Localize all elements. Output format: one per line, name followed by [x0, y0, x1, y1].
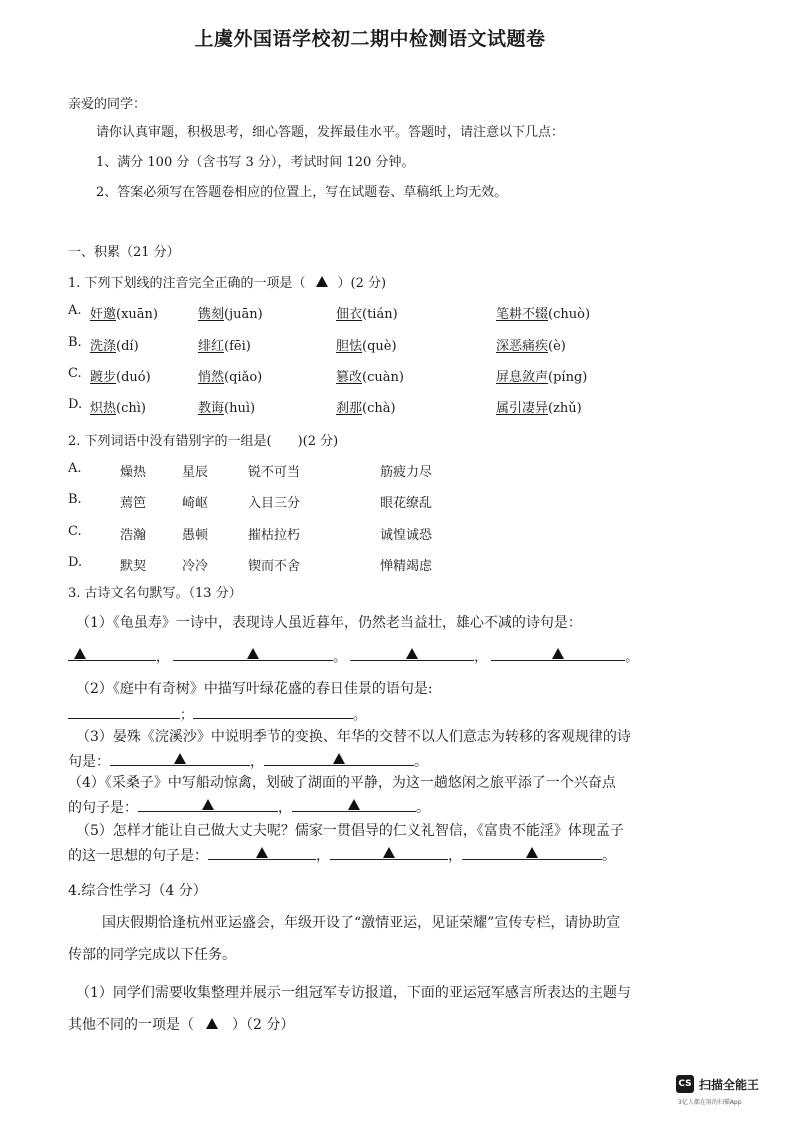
option-item: [336, 303, 398, 322]
answer-marker-icon: [406, 648, 418, 659]
option-word: 佃衣: [336, 307, 363, 322]
scanner-tagline: 3亿人都在用的扫描App: [678, 1099, 742, 1106]
scanner-logo-icon: CS: [676, 1075, 694, 1093]
question-3-part-5-lead: 的这一思想的句子是：: [68, 848, 208, 864]
option-pinyin: (è): [548, 339, 566, 354]
option-word: 属引凄异: [496, 401, 549, 416]
option-item: [198, 366, 262, 385]
option-pinyin: (cuàn): [362, 370, 404, 385]
option-word: 踱步: [90, 370, 117, 385]
question-3-part-4-lead: 的句子是：: [68, 800, 138, 816]
option-word: 冷冷: [182, 559, 209, 574]
option-item: [496, 303, 590, 322]
option-word: 深恶痛疾: [496, 339, 549, 354]
option-pinyin: (chuò): [548, 307, 591, 322]
option-word: 锐不可当: [248, 465, 301, 480]
option-pinyin: (chì): [116, 401, 146, 416]
option-pinyin: (chà): [362, 401, 396, 416]
option-label: A.: [68, 461, 82, 476]
answer-blank: [264, 751, 414, 766]
option-word: 摧枯拉朽: [248, 528, 301, 543]
answer-marker-icon: [74, 648, 86, 659]
option-item: [90, 335, 139, 354]
question-4-sub-1-line-2: [68, 1014, 294, 1034]
option-word: 刹那: [336, 401, 363, 416]
option-word: 炽热: [90, 401, 117, 416]
option-pinyin: (xuān): [116, 307, 158, 322]
answer-blank: [110, 751, 250, 766]
answer-marker-icon: [348, 799, 360, 810]
option-word: 镌刻: [198, 307, 225, 322]
option-word: 奸邀: [90, 307, 117, 322]
option-pinyin: (juān): [224, 307, 263, 322]
option-word: 诚惶诚恐: [380, 528, 433, 543]
answer-marker-icon: [202, 799, 214, 810]
option-word: 教诲: [198, 401, 225, 416]
option-word: 默契: [120, 559, 147, 574]
option-word: 胆怯: [336, 339, 363, 354]
option-word: 篡改: [336, 370, 363, 385]
option-pinyin: (píng): [548, 370, 588, 385]
option-pinyin: (fēi): [224, 339, 251, 354]
question-3-part-4-line-2: 的句子是： ， 。: [68, 797, 430, 817]
answer-marker-icon: [316, 276, 328, 287]
question-3-stem: 3. 古诗文名句默写。（13 分）: [68, 586, 242, 601]
option-item: [90, 303, 158, 322]
option-word: 入目三分: [248, 496, 301, 511]
answer-line-row-2: ； 。: [68, 704, 366, 723]
option-item: [336, 397, 396, 416]
question-4-stem: 4.综合性学习（4 分）: [68, 883, 207, 899]
answer-marker-icon: [552, 648, 564, 659]
question-3-part-4-line-1: （4）《采桑子》中写船动惊禽，划破了湖面的平静，为这一趟悠闲之旅平添了一个兴奋点: [68, 775, 616, 791]
answer-blank: [68, 704, 180, 719]
option-pinyin: (dí): [116, 339, 139, 354]
option-item: [90, 397, 146, 416]
option-pinyin: (duó): [116, 370, 151, 385]
option-pinyin: (tián): [362, 307, 398, 322]
option-pinyin: (zhǔ): [548, 401, 582, 416]
option-word: 屏息敛声: [496, 370, 549, 385]
answer-blank: [462, 845, 602, 860]
answer-blank: [193, 704, 353, 719]
section-heading: 一、积累（21 分）: [68, 245, 180, 260]
option-word: 筋疲力尽: [380, 465, 433, 480]
question-3-part-5-line-2: 的这一思想的句子是： ， ， 。: [68, 845, 616, 865]
intro-text: 请你认真审题，积极思考，细心答题，发挥最佳水平。答题时，请注意以下几点：: [96, 125, 565, 140]
option-word: 惮精竭虑: [380, 559, 433, 574]
exam-title: 上虞外国语学校初二期中检测语文试题卷: [194, 28, 546, 50]
option-label: A.: [68, 303, 82, 318]
option-word: 绯红: [198, 339, 225, 354]
option-word: 眼花缭乱: [380, 496, 433, 511]
question-1-points: ）(2 分): [337, 276, 387, 291]
question-3-part-5-line-1: （5）怎样才能让自己做大丈夫呢？儒家一贯倡导的仁义礼智信，《富贵不能淫》体现孟子: [76, 823, 624, 839]
answer-blank: [491, 646, 625, 661]
answer-marker-icon: [247, 648, 259, 659]
answer-blank: [138, 797, 278, 812]
option-word: 燥热: [120, 465, 147, 480]
answer-line-row-1: ， 。 ， 。: [68, 646, 638, 665]
option-item: [336, 366, 404, 385]
option-item: [336, 335, 397, 354]
answer-marker-icon: [333, 753, 345, 764]
question-3-part-2: （2）《庭中有奇树》中描写叶绿花盛的春日佳景的语句是:: [76, 681, 433, 697]
question-4-points: ）（2 分）: [232, 1017, 295, 1033]
option-word: 洗涤: [90, 339, 117, 354]
rule-2: 2、答案必须写在答题卷相应的位置上，写在试题卷、草稿纸上均无效。: [96, 185, 508, 200]
option-word: 蔫笆: [120, 496, 147, 511]
option-word: 愚顿: [182, 528, 209, 543]
option-label: C.: [68, 524, 82, 539]
answer-blank: [208, 845, 316, 860]
answer-marker-icon: [526, 847, 538, 858]
option-item: [90, 366, 151, 385]
answer-blank: [68, 646, 156, 661]
answer-blank: [173, 646, 333, 661]
option-item: [496, 397, 582, 416]
question-4-sub-1-line-1: （1）同学们需要收集整理并展示一组冠军专访报道，下面的亚运冠军感言所表达的主题与: [76, 985, 631, 1001]
question-1-stem-text: 1. 下列下划线的注音完全正确的一项是（: [68, 276, 306, 291]
option-word: 星辰: [182, 465, 209, 480]
option-label: B.: [68, 335, 82, 350]
option-label: C.: [68, 366, 82, 381]
option-label: B.: [68, 492, 82, 507]
answer-marker-icon: [383, 847, 395, 858]
option-item: [496, 335, 566, 354]
answer-marker-icon: [256, 847, 268, 858]
rule-1: 1、满分 100 分（含书写 3 分），考试时间 120 分钟。: [96, 155, 415, 170]
answer-blank: [292, 797, 416, 812]
option-label: D.: [68, 555, 83, 570]
greeting: 亲爱的同学：: [68, 97, 147, 112]
question-4-sub-1-lead: 其他不同的一项是（: [68, 1017, 194, 1033]
answer-marker-icon: [174, 753, 186, 764]
option-label: D.: [68, 397, 83, 412]
option-word: 锲而不舍: [248, 559, 301, 574]
option-item: [198, 335, 251, 354]
question-3-part-3-line-2: 句是： ， 。: [68, 751, 428, 771]
question-1-stem: [68, 272, 386, 291]
answer-blank: [350, 646, 474, 661]
answer-marker-icon: [206, 1018, 218, 1029]
option-word: 笔耕不辍: [496, 307, 549, 322]
question-3-part-3-line-1: （3）晏殊《浣溪沙》中说明季节的变换、年华的交替不以人们意志为转移的客观规律的诗: [76, 729, 631, 745]
option-item: [198, 397, 255, 416]
option-item: [198, 303, 263, 322]
answer-blank: [330, 845, 448, 860]
option-pinyin: (huì): [224, 401, 256, 416]
question-2-stem: 2. 下列词语中没有错别字的一组是( )(2 分): [68, 434, 339, 449]
question-4-paragraph-line-2: 传部的同学完成以下任务。: [68, 947, 236, 963]
option-word: 崎岖: [182, 496, 209, 511]
question-4-paragraph-line-1: 国庆假期恰逢杭州亚运盛会，年级开设了“激情亚运，见证荣耀”宣传专栏，请协助宣: [102, 915, 621, 931]
scanner-brand: 扫描全能王: [699, 1078, 760, 1092]
option-word: 悄然: [198, 370, 225, 385]
option-word: 浩瀚: [120, 528, 147, 543]
option-item: [496, 366, 587, 385]
question-3-part-1: （1）《龟虽寿》一诗中，表现诗人虽近暮年，仍然老当益壮，雄心不减的诗句是：: [76, 615, 582, 631]
option-pinyin: (qiǎo): [224, 370, 263, 385]
question-3-part-3-lead: 句是：: [68, 754, 110, 770]
option-pinyin: (què): [362, 339, 397, 354]
